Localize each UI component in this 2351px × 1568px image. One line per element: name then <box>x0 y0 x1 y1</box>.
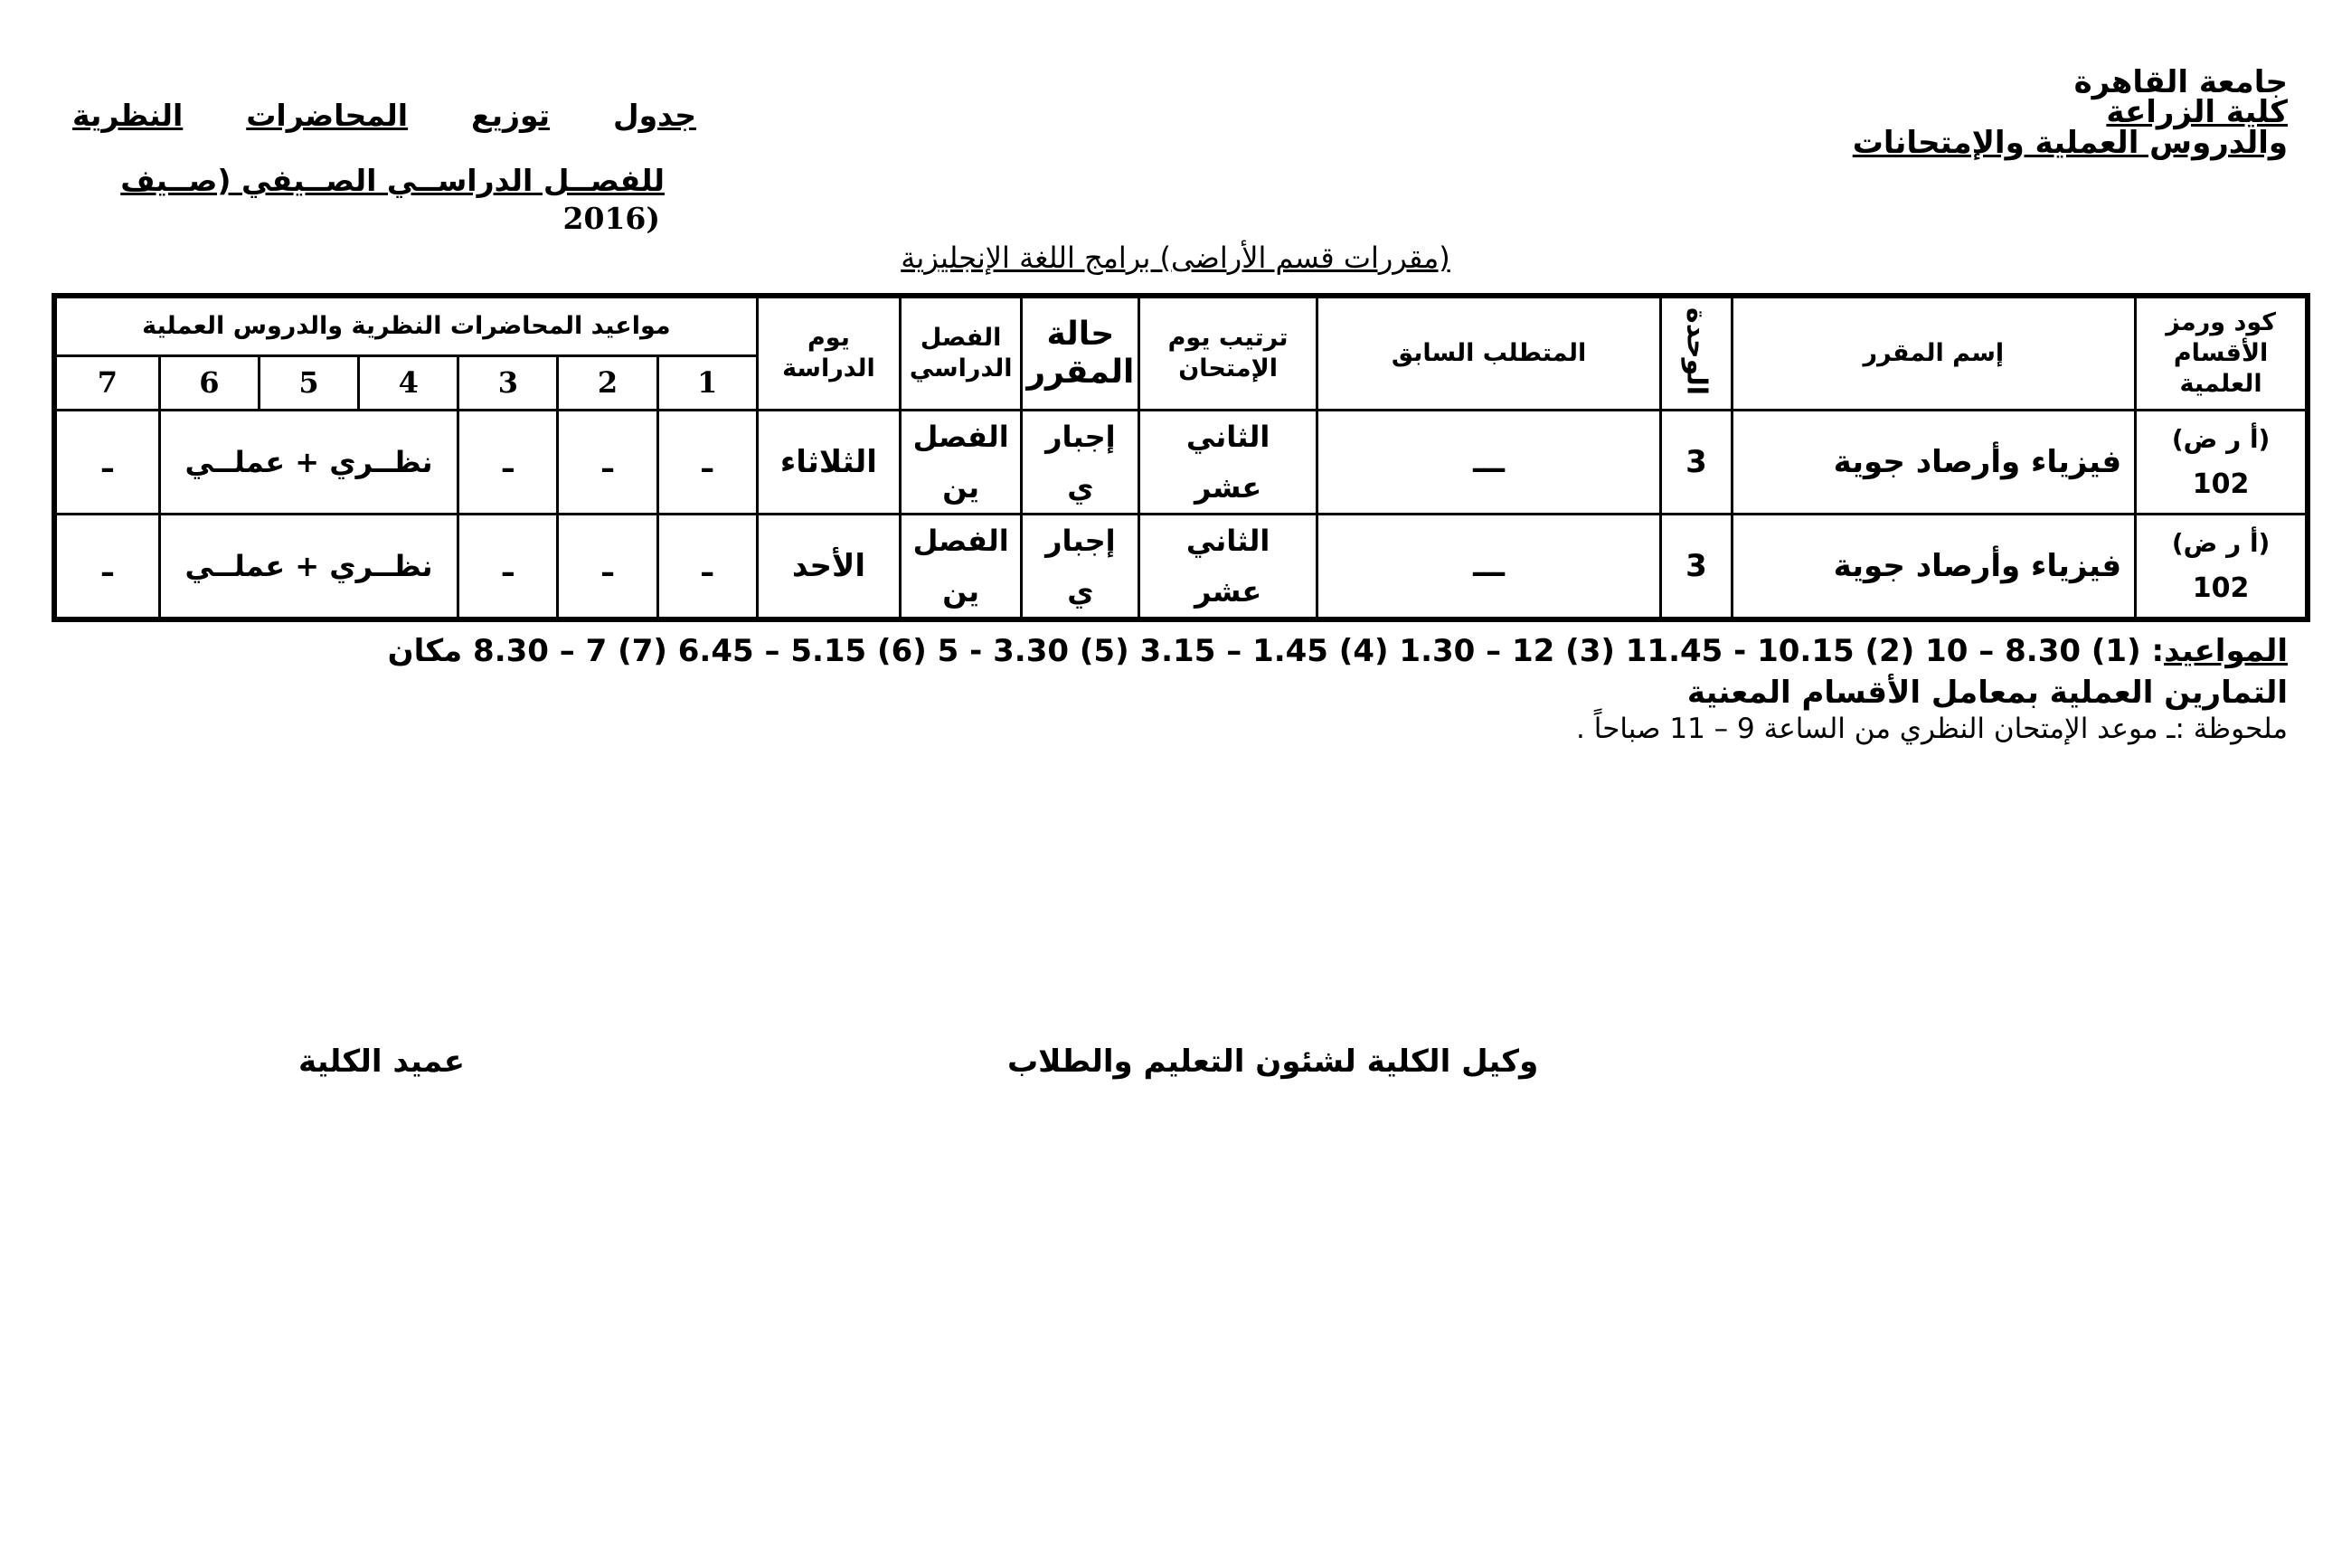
slot-header: 6 <box>159 355 259 410</box>
slot-cell: ـ <box>657 410 757 514</box>
exam-order-line: عشر <box>1194 469 1262 505</box>
course-status-cell <box>1022 410 1139 514</box>
slot-header: 2 <box>558 355 657 410</box>
slot-merged-cell: نظــري + عملــي <box>159 410 458 514</box>
units-cell: 3 <box>1661 410 1732 514</box>
title-word: النظرية <box>72 98 184 133</box>
semester-title: للفصــل الدراســي الصــيفي (صــيف <box>120 163 665 198</box>
study-day-cell: الأحد <box>757 514 900 619</box>
semester-year: 2016) <box>562 201 660 236</box>
semester-line: ين <box>942 469 980 505</box>
col-header-course-status: حالة المقرر <box>1022 296 1139 410</box>
semester-line: الفصل <box>912 523 1009 558</box>
units-cell: 3 <box>1661 514 1732 619</box>
course-code-number: 102 <box>2192 468 2250 500</box>
semester-line: الفصل <box>912 419 1009 454</box>
exam-order-cell <box>1139 514 1317 619</box>
col-header-schedule-group: مواعيد المحاضرات النظرية والدروس العملية <box>54 296 757 355</box>
exam-order-line: الثاني <box>1185 523 1270 558</box>
prerequisite-cell: ـــ <box>1317 514 1661 619</box>
slot-cell: ـ <box>54 514 159 619</box>
course-status-line: ي <box>1067 469 1094 505</box>
col-header-study-day: يوم الدراسة <box>757 296 900 410</box>
slot-cell: ـ <box>458 514 558 619</box>
schedule-table <box>52 293 2310 622</box>
dean-signature-label: عميد الكلية <box>298 1044 465 1080</box>
course-code-dept: (أ ر ض) <box>2171 527 2271 558</box>
time-slots-label: المواعيد <box>2164 633 2288 669</box>
col-header-prerequisite: المتطلب السابق <box>1317 296 1661 410</box>
study-day-cell: الثلاثاء <box>757 410 900 514</box>
course-code-number: 102 <box>2192 571 2250 604</box>
slot-header: 3 <box>458 355 558 410</box>
faculty-name: كلية الزراعة <box>2106 94 2288 130</box>
slot-cell: ـ <box>558 514 657 619</box>
title-word: توزيع <box>471 98 551 133</box>
semester-line: ين <box>942 573 980 609</box>
exam-order-line: الثاني <box>1185 419 1270 454</box>
labs-note: التمارين العملية بمعامل الأقسام المعنية <box>1686 675 2288 711</box>
vice-dean-signature-label: وكيل الكلية لشئون التعليم والطلاب <box>1007 1044 1539 1080</box>
col-header-exam-order: ترتيب يوم الإمتحان <box>1139 296 1317 410</box>
time-slots-text: : (1) 8.30 – 10 (2) 10.15 - 11.45 (3) 12 – 1.30 (4) 1.45 – 3.15 (5) 3.30 - 5 (6) 5.15 – 6.45 (7) 7 – 8.30 مكان <box>387 633 2165 669</box>
course-name-cell: فيزياء وأرصاد جوية <box>1732 410 2136 514</box>
time-slots-legend <box>388 633 2288 669</box>
course-code-cell <box>2136 514 2308 619</box>
exam-order-line: عشر <box>1194 573 1262 609</box>
col-header-course-name: إسم المقرر <box>1732 296 2136 410</box>
semester-cell <box>901 410 1022 514</box>
slot-header: 7 <box>54 355 159 410</box>
prerequisite-cell: ـــ <box>1317 410 1661 514</box>
department-name: والدروس العملية والإمتحانات <box>1852 125 2288 161</box>
table-row <box>54 410 2308 514</box>
slot-merged-cell: نظــري + عملــي <box>159 514 458 619</box>
title-word: جدول <box>613 98 696 133</box>
slot-header: 1 <box>657 355 757 410</box>
university-name: جامعة القاهرة <box>2073 64 2288 100</box>
page-subtitle: (مقررات قسم الأراضى) برامج اللغة الإنجليزية <box>901 241 1450 275</box>
course-code-dept: (أ ر ض) <box>2171 423 2271 454</box>
semester-cell <box>901 514 1022 619</box>
table-header-row <box>54 296 2308 355</box>
exam-time-note: ملحوظة :ـ موعد الإمتحان النظري من الساعة 9 – 11 صباحاً . <box>1576 713 2288 745</box>
units-header-label: الوحدة <box>1680 307 1713 396</box>
course-status-cell <box>1022 514 1139 619</box>
course-name-cell: فيزياء وأرصاد جوية <box>1732 514 2136 619</box>
slot-cell: ـ <box>558 410 657 514</box>
slot-header: 5 <box>259 355 358 410</box>
col-header-code: كود ورمز الأقسام العلمية <box>2136 296 2308 410</box>
course-status-line: ي <box>1067 573 1094 609</box>
course-status-line: إجبار <box>1045 523 1116 558</box>
col-header-units <box>1661 296 1732 410</box>
course-status-line: إجبار <box>1045 419 1116 454</box>
col-header-semester: الفصل الدراسي <box>901 296 1022 410</box>
slot-cell: ـ <box>54 410 159 514</box>
table-row <box>54 514 2308 619</box>
slot-header: 4 <box>359 355 458 410</box>
slot-cell: ـ <box>657 514 757 619</box>
exam-order-cell <box>1139 410 1317 514</box>
schedule-title <box>72 98 696 133</box>
course-code-cell <box>2136 410 2308 514</box>
title-word: المحاضرات <box>246 98 409 133</box>
slot-cell: ـ <box>458 410 558 514</box>
